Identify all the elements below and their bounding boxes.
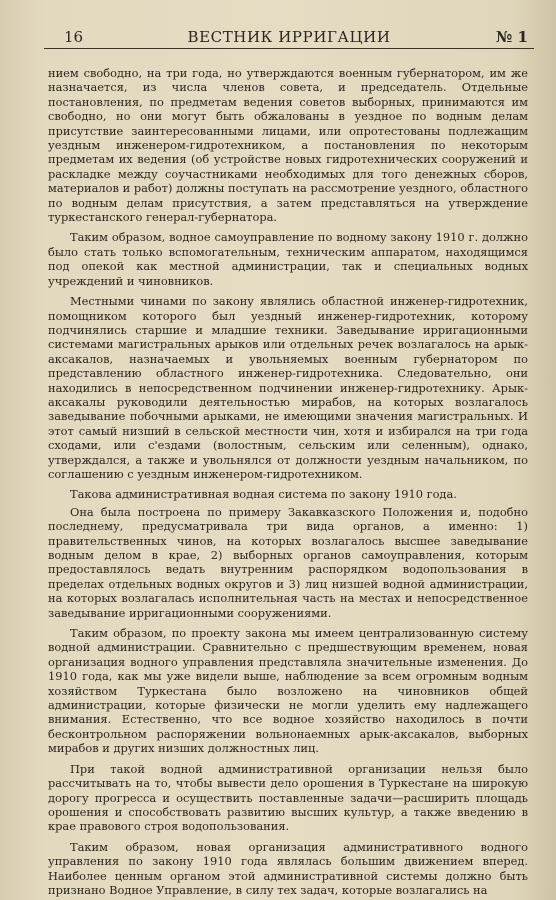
paragraph: Таким образом, новая организация административного водного управления по закону 1910 года являлась большим движением вперед. Наиболее ценным органом этой административной системы должно быть признано Водное Управление, в силу тех задач, которые возлагались на: [48, 839, 528, 897]
paragraph: Местными чинами по закону являлись областной инженер-гидротехник, помощником которого был уездный инженер-гидротехник, которому подчинялись старшие и младшие техники. Заведывание ирригационными системами магистральных арыков или отдельных речек возлагалось на арык-аксакалов, назначаемых и увольняемых военным губернатором по представлению областного инженер-гидротехника. Следовательно, они находились в непосредственном подчинении инженер-гидротехнику. Арык-аксакалы руководили деятельностью мирабов, на которых возлагалось заведывание побочными арыками, не имеющими значения магистральных. И этот самый низший в сельской местности чин, хотя и избирался на три года сходами, или с'ездами (волостным, сельским или селенным), однако, утверждался, а также и увольнялся от должности уездным начальником, по соглашению с уездным инженером-гидротехником.: [48, 294, 528, 481]
paragraph: Таким образом, по проекту закона мы имеем централизованную систему водной администрации. Сравнительно с предшествующим временем, новая организация водного управления представляла значительные изменения. До 1910 года, как мы уже видели выше, наблюдение за всем огромным водным хозяйством Туркестана было возложено на чиновников общей администрации, которые физически не могли уделить ему надлежащего внимания. Естественно, что все водное хозяйство находилось в почти бесконтрольном распоряжении вольнонаемных арык-аксакалов, выборных мирабов и других низших должностных лиц.: [48, 626, 528, 756]
paragraph: При такой водной административной организации нельзя было рассчитывать на то, чтобы вывести дело орошения в Туркестане на широкую дорогу прогресса и осуществить поставленные задачи—расширить площадь орошения и способствовать развитию высших культур, а также введению в крае правового строя водопользования.: [48, 761, 528, 834]
paragraph: Такова административная водная система по закону 1910 года.: [70, 487, 457, 502]
article-body: [48, 66, 528, 900]
paragraph: нием свободно, на три года, но утверждаются военным губернатором, им же назначается, из числа членов совета, и председатель. Отдельные постановления, по предметам ведения советов выборных, принимаются им свободно, но они могут быть обжалованы в уездное по водным делам присутствие заинтересованными лицами, или опротестованы подлежащим уездным инженером-гидротехником, а постановления по некоторым предметам их ведения (об устройстве новых гидротехнических сооружений и раскладке между соучастниками необходимых для того денежных сборов, материалов и работ) должны поступать на рассмотрение уездного, областного по водным делам присутствия, а затем представляться на утверждение туркестанского генерал-губернатора.: [48, 66, 528, 225]
paragraph: Таким образом, водное самоуправление по водному закону 1910 г. должно было стать только вспомогательным, техническим аппаратом, находящимся под опекой как местной администрации, так и специальных водных учреждений и чиновников.: [48, 230, 528, 288]
running-header: [44, 26, 534, 49]
journal-title: ВЕСТНИК ИРРИГАЦИИ: [187, 28, 391, 46]
paragraph: Она была построена по примеру Закавказского Положения и, подобно последнему, предусматривала три вида органов, а именно: 1) правительственных чинов, на которых возлагалось высшее заведывание водным делом в крае, 2) выборных органов самоуправления, которым предоставлялось ведать внутренним распорядком водопользования в пределах отдельных водных округов и 3) лиц низшей водной администрации, на которых возлагалась исполнительная часть на местах и непосредственное заведывание ирригационными сооружениями.: [48, 504, 528, 620]
page-number: 16: [64, 28, 84, 46]
issue-number: № 1: [496, 28, 528, 46]
